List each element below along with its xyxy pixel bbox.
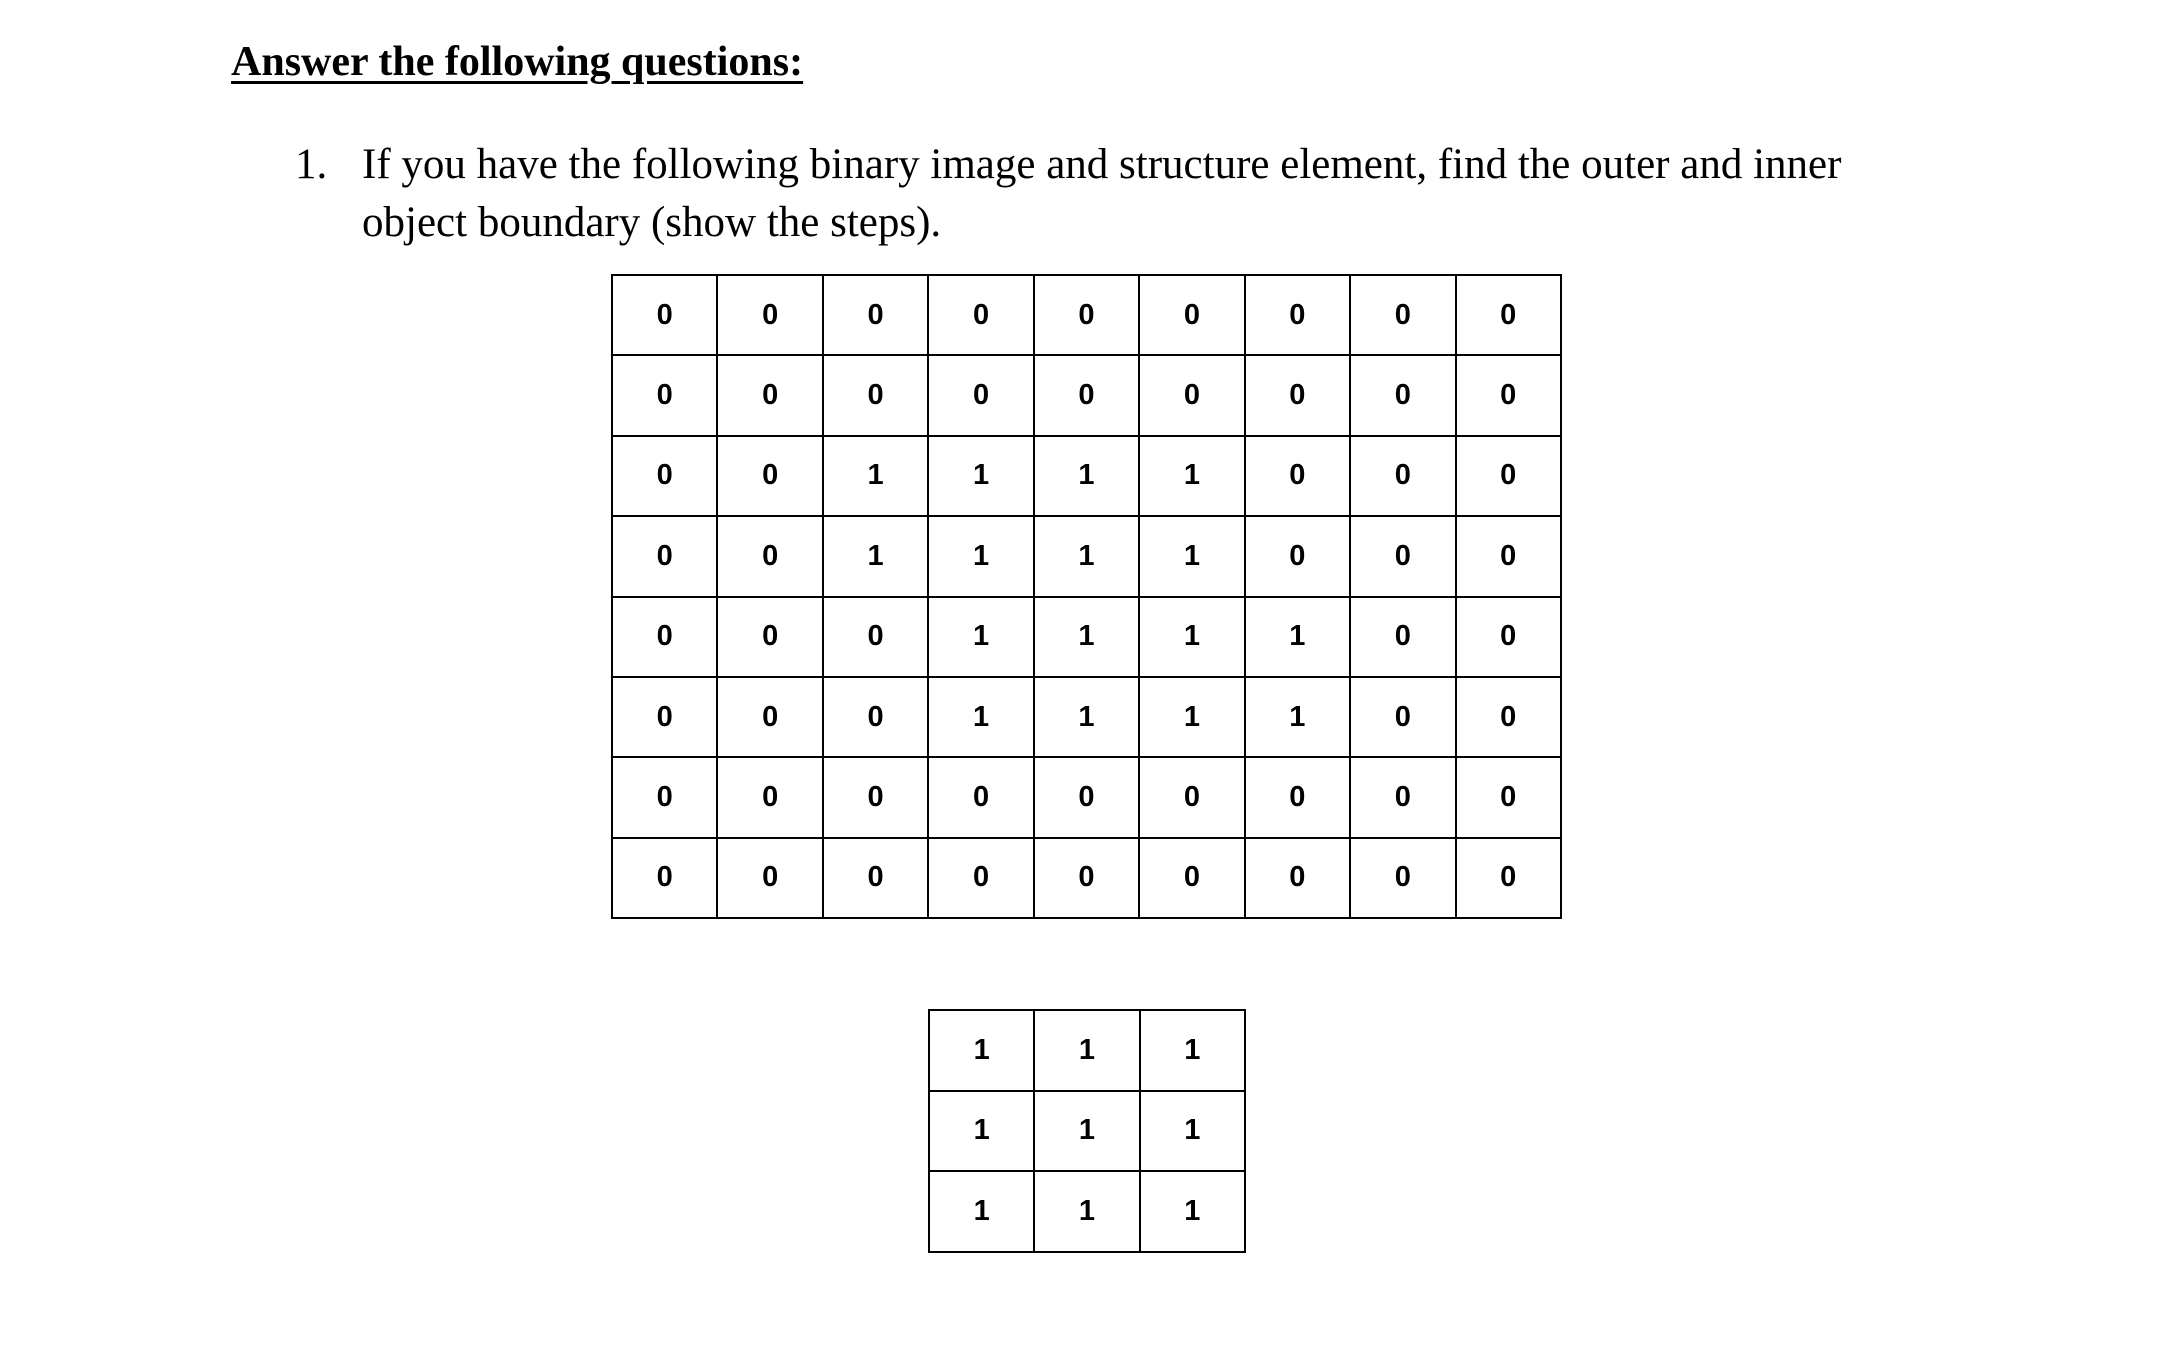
question-text: If you have the following binary image and structure element, find the outer and inner object boundary (show the steps). <box>362 141 1842 246</box>
grid-cell: 0 <box>1034 275 1139 355</box>
grid-cell: 0 <box>1245 436 1350 516</box>
grid-cell: 1 <box>1034 597 1139 677</box>
grid-cell: 0 <box>612 597 717 677</box>
table-row <box>929 1010 1245 1091</box>
grid-cell: 0 <box>717 677 822 757</box>
grid-cell: 0 <box>1034 355 1139 435</box>
grid-cell: 1 <box>929 1010 1034 1091</box>
grid-cell: 0 <box>823 597 928 677</box>
grid-cell: 0 <box>612 838 717 918</box>
grid-cell: 0 <box>1245 838 1350 918</box>
grid-cell: 1 <box>1139 597 1244 677</box>
table-row <box>612 355 1561 435</box>
grid-cell: 1 <box>1140 1010 1245 1091</box>
grid-cell: 0 <box>928 757 1033 837</box>
grid-cell: 0 <box>1139 275 1244 355</box>
grid-cell: 0 <box>717 436 822 516</box>
grid-cell: 0 <box>1350 597 1455 677</box>
grid-cell: 0 <box>1139 757 1244 837</box>
grid-cell: 0 <box>1139 838 1244 918</box>
grid-cell: 0 <box>1245 275 1350 355</box>
grid-cell: 0 <box>1350 275 1455 355</box>
grid-cell: 0 <box>823 355 928 435</box>
table-row <box>612 757 1561 837</box>
grid-cell: 0 <box>612 757 717 837</box>
grid-cell: 0 <box>1456 275 1562 355</box>
table-row <box>929 1171 1245 1252</box>
grid-cell: 1 <box>929 1091 1034 1172</box>
grid-cell: 0 <box>1350 838 1455 918</box>
table-row <box>612 516 1561 596</box>
grid-cell: 0 <box>823 838 928 918</box>
grid-cell: 1 <box>929 1171 1034 1252</box>
grid-cell: 0 <box>1350 677 1455 757</box>
grid-cell: 1 <box>1139 516 1244 596</box>
grid-cell: 0 <box>1245 355 1350 435</box>
grid-cell: 1 <box>1140 1091 1245 1172</box>
grid-cell: 1 <box>1034 436 1139 516</box>
grid-cell: 0 <box>1034 838 1139 918</box>
grid-cell: 0 <box>717 757 822 837</box>
grid-cell: 1 <box>1139 436 1244 516</box>
grid-cell: 0 <box>1456 677 1562 757</box>
grid-cell: 1 <box>823 436 928 516</box>
grid-cell: 0 <box>1350 436 1455 516</box>
grid-cell: 1 <box>1245 597 1350 677</box>
grid-cell: 1 <box>928 516 1033 596</box>
grid-cell: 0 <box>823 677 928 757</box>
grid-cell: 0 <box>717 355 822 435</box>
section-heading: Answer the following questions: <box>231 39 804 85</box>
grid-cell: 0 <box>1139 355 1244 435</box>
structure-element-grid <box>928 1009 1246 1253</box>
grid-cell: 1 <box>928 436 1033 516</box>
grid-cell: 0 <box>612 355 717 435</box>
grid-cell: 0 <box>717 516 822 596</box>
question-1 <box>295 136 1915 252</box>
question-number: 1. <box>295 141 328 188</box>
grid-cell: 1 <box>1034 1171 1139 1252</box>
binary-image-grid <box>611 274 1562 919</box>
grid-cell: 0 <box>1245 516 1350 596</box>
grid-cell: 0 <box>1034 757 1139 837</box>
grid-cell: 0 <box>1350 516 1455 596</box>
grid-cell: 0 <box>612 275 717 355</box>
grid-cell: 1 <box>1245 677 1350 757</box>
grid-cell: 0 <box>717 838 822 918</box>
grid-cell: 0 <box>823 757 928 837</box>
table-row <box>612 677 1561 757</box>
grid-cell: 1 <box>1034 1091 1139 1172</box>
grid-cell: 0 <box>717 597 822 677</box>
grid-cell: 0 <box>1456 516 1562 596</box>
grid-cell: 0 <box>1456 757 1562 837</box>
grid-cell: 0 <box>1456 597 1562 677</box>
grid-cell: 0 <box>1456 355 1562 435</box>
grid-cell: 0 <box>1456 838 1562 918</box>
table-row <box>612 597 1561 677</box>
grid-cell: 1 <box>1139 677 1244 757</box>
grid-cell: 1 <box>1140 1171 1245 1252</box>
grid-cell: 0 <box>823 275 928 355</box>
grid-cell: 0 <box>1456 436 1562 516</box>
grid-cell: 1 <box>928 597 1033 677</box>
grid-cell: 1 <box>1034 677 1139 757</box>
grid-cell: 1 <box>823 516 928 596</box>
grid-cell: 1 <box>1034 1010 1139 1091</box>
grid-cell: 0 <box>612 516 717 596</box>
table-row <box>612 838 1561 918</box>
table-row <box>612 275 1561 355</box>
grid-cell: 0 <box>1245 757 1350 837</box>
grid-cell: 0 <box>1350 355 1455 435</box>
grid-cell: 0 <box>928 838 1033 918</box>
table-row <box>929 1091 1245 1172</box>
grid-cell: 1 <box>1034 516 1139 596</box>
table-row <box>612 436 1561 516</box>
grid-cell: 0 <box>612 677 717 757</box>
grid-cell: 0 <box>717 275 822 355</box>
grid-cell: 0 <box>928 275 1033 355</box>
grid-cell: 0 <box>1350 757 1455 837</box>
grid-cell: 0 <box>928 355 1033 435</box>
grid-cell: 0 <box>612 436 717 516</box>
grid-cell: 1 <box>928 677 1033 757</box>
